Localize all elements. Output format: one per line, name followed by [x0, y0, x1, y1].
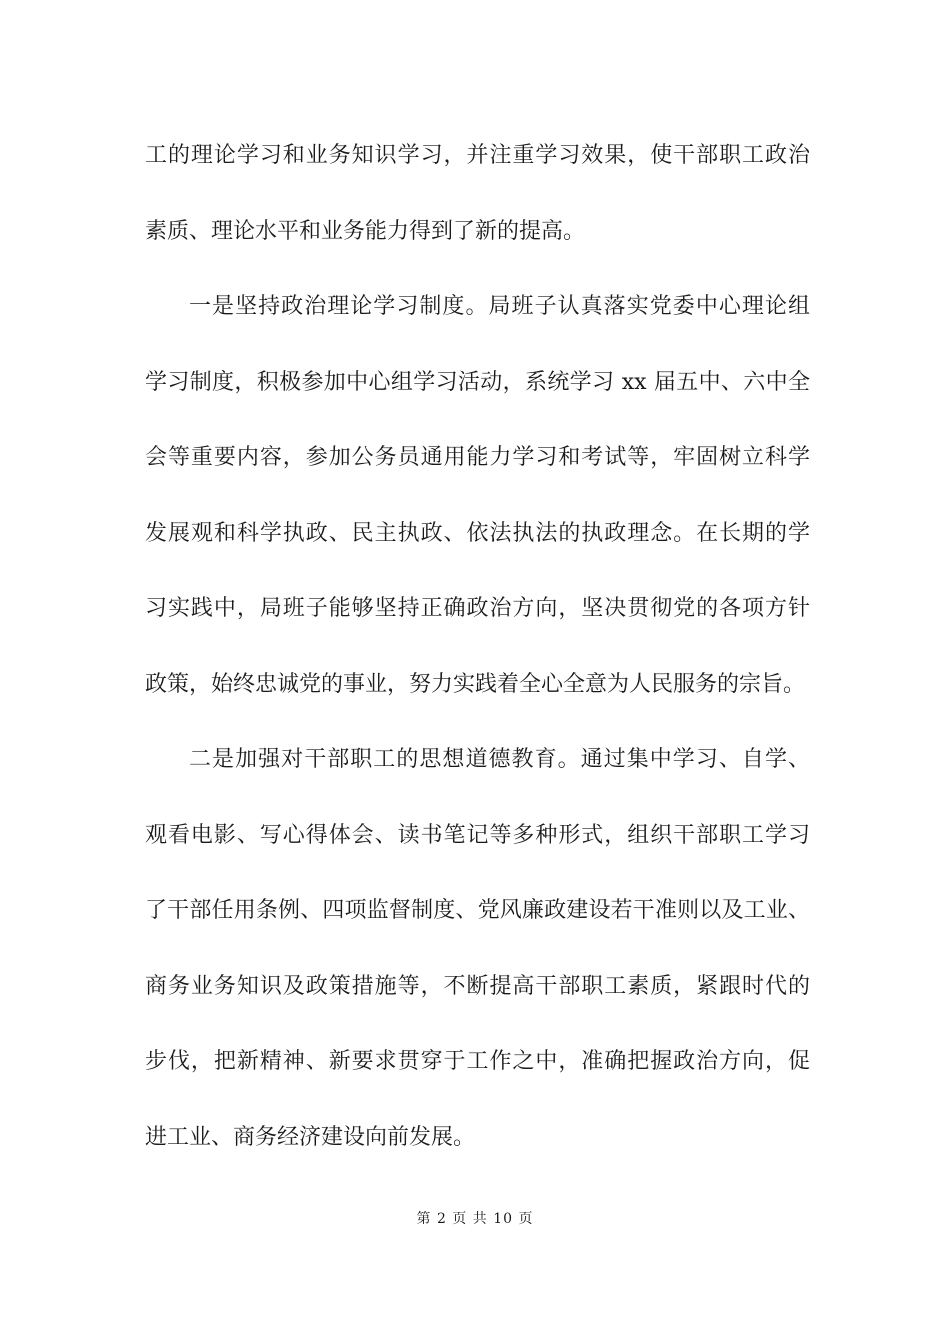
text-line: 会等重要内容，参加公务员通用能力学习和考试等，牢固树立科学 — [145, 445, 810, 470]
text-line: 了干部任用条例、四项监督制度、党风廉政建设若干准则以及工业、 — [145, 898, 810, 923]
text-line: 进工业、商务经济建设向前发展。 — [145, 1124, 476, 1150]
text-line: 政策，始终忠诚党的事业，努力实践着全心全意为人民服务的宗旨。 — [145, 671, 806, 697]
text-line: 观看电影、写心得体会、读书笔记等多种形式，组织干部职工学习 — [145, 822, 810, 848]
text-line: 工的理论学习和业务知识学习，并注重学习效果，使干部职工政治 — [145, 143, 810, 168]
text-line: 发展观和科学执政、民主执政、依法执法的执政理念。在长期的学 — [145, 520, 810, 546]
text-line: 步伐，把新精神、新要求贯穿于工作之中，准确把握政治方向，促 — [145, 1049, 810, 1074]
text-line: 一是坚持政治理论学习制度。局班子认真落实党委中心理论组 — [189, 294, 810, 319]
text-line: 商务业务知识及政策措施等，不断提高干部职工素质，紧跟时代的 — [145, 973, 810, 999]
page-number-footer: 第 2 页 共 10 页 — [416, 1211, 534, 1227]
text-line: 素质、理论水平和业务能力得到了新的提高。 — [145, 218, 586, 244]
document-body — [145, 130, 810, 1187]
text-line: 二是加强对干部职工的思想道德教育。通过集中学习、自学、 — [189, 747, 810, 772]
text-line: 习实践中，局班子能够坚持正确政治方向，坚决贯彻党的各项方针 — [145, 596, 810, 621]
text-line: 学习制度，积极参加中心组学习活动，系统学习 xx 届五中、六中全 — [145, 369, 810, 395]
